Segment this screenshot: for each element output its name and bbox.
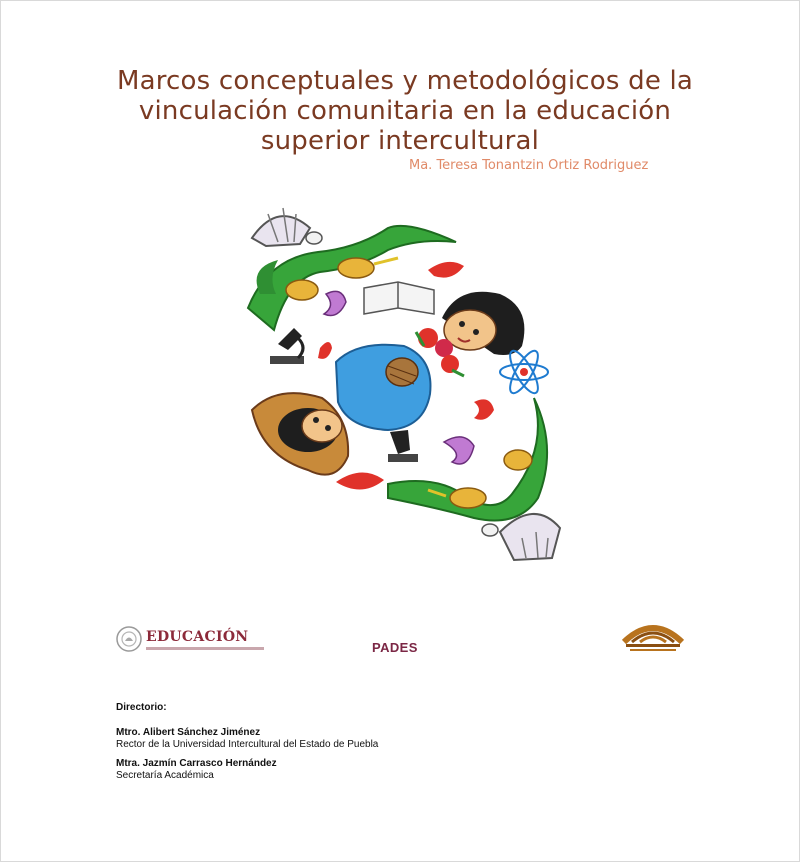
book-icon: [364, 282, 434, 314]
microscope-icon: [270, 328, 304, 364]
seal-icon: [116, 626, 142, 652]
swirl-icon: [336, 472, 384, 489]
title-line-1: Marcos conceptuales y metodológicos de la: [116, 66, 694, 96]
directory-heading: Directorio:: [116, 702, 167, 713]
child-face-icon: [442, 292, 524, 355]
pades-label: PADES: [372, 640, 418, 655]
drop-icon: [318, 342, 332, 359]
directory-person: [116, 758, 378, 782]
swirl-icon: [474, 399, 494, 419]
swirl-icon: [428, 262, 464, 278]
speech-glyph-icon: [444, 437, 474, 464]
child-hat-icon: [252, 393, 348, 475]
author-name: Ma. Teresa Tonantzin Ortiz Rodriguez: [409, 158, 649, 173]
child-body-icon: [336, 345, 430, 430]
person-name: Mtra. Jazmín Carrasco Hernández: [116, 758, 277, 769]
education-logo-text: EDUCACIÓN: [146, 628, 249, 645]
shell-icon: [252, 208, 322, 246]
speech-glyph-icon: [324, 291, 346, 315]
directory-section: [116, 702, 378, 789]
university-logo: [618, 620, 688, 654]
education-logo: [116, 626, 264, 652]
logo-bar: [0, 620, 800, 660]
document-title: [0, 66, 800, 156]
person-role: Rector de la Universidad Intercultural del Estado de Puebla: [116, 739, 379, 750]
microscope-icon: [388, 430, 418, 462]
title-line-3: superior intercultural: [260, 126, 540, 156]
cover-illustration: [238, 198, 584, 570]
title-line-2: vinculación comunitaria en la educación: [138, 96, 672, 126]
person-name: Mtro. Alibert Sánchez Jiménez: [116, 727, 261, 738]
education-logo-underline: [146, 647, 264, 650]
person-role: Secretaría Académica: [116, 770, 214, 781]
directory-person: [116, 727, 378, 751]
